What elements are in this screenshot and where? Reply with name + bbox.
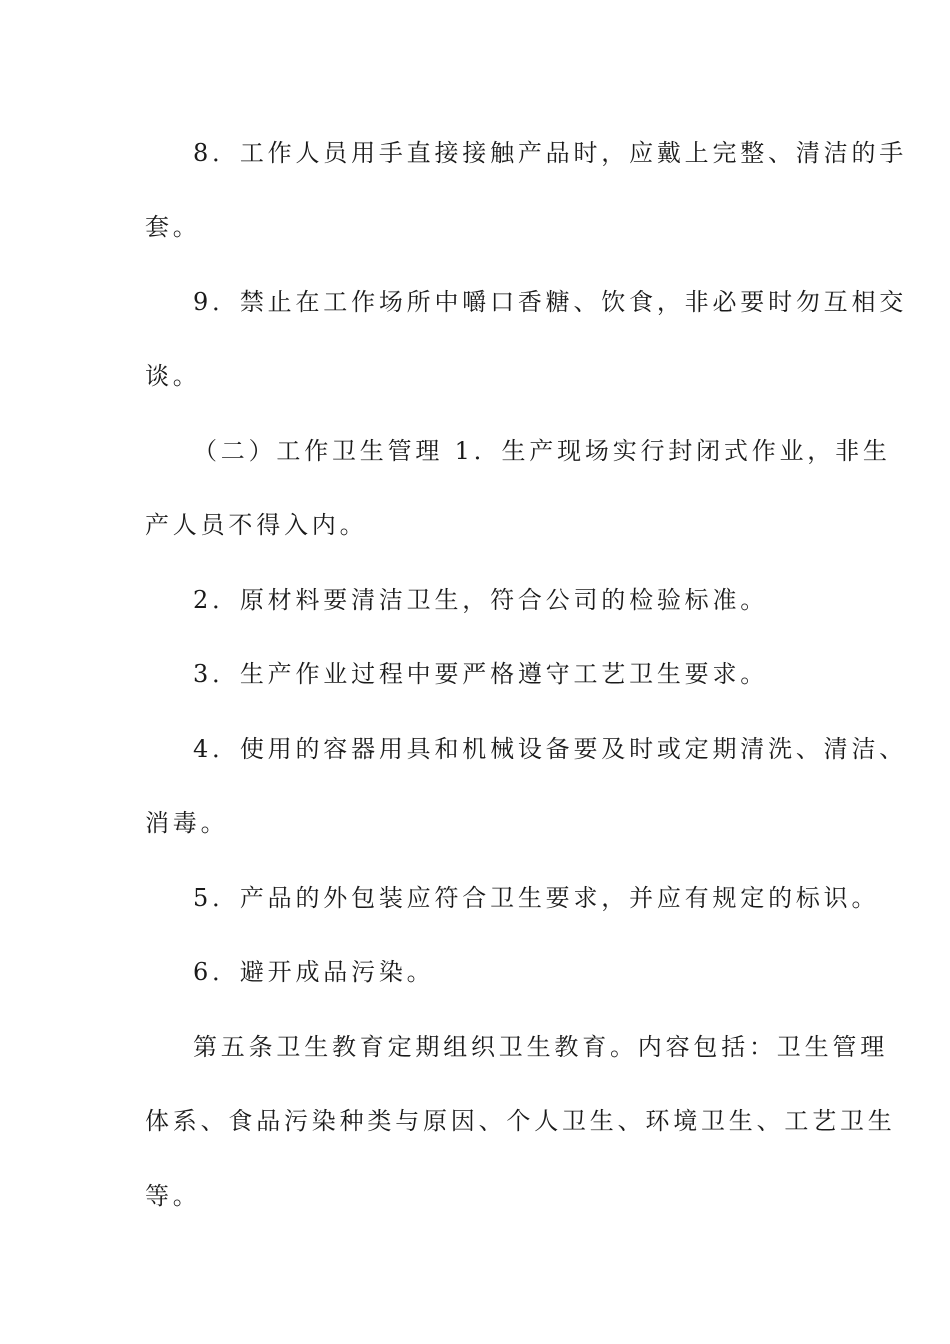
section-2-heading-line-2: 产人员不得入内。 — [145, 511, 368, 539]
section-2-item-2: 2．原材料要清洁卫生，符合公司的检验标准。 — [193, 586, 769, 614]
section-2-item-5: 5．产品的外包装应符合卫生要求，并应有规定的标识。 — [193, 884, 880, 912]
paragraph-8-line-1: 8．工作人员用手直接接触产品时，应戴上完整、清洁的手 — [193, 139, 908, 167]
paragraph-8-line-2: 套。 — [145, 213, 201, 241]
paragraph-9-line-2: 谈。 — [145, 362, 201, 390]
section-2-item-4-line-1: 4．使用的容器用具和机械设备要及时或定期清洗、清洁、 — [193, 735, 908, 763]
section-2-item-3: 3．生产作业过程中要严格遵守工艺卫生要求。 — [193, 660, 769, 688]
article-5-line-3: 等。 — [145, 1182, 201, 1210]
section-2-heading-line-1: （二）工作卫生管理 1．生产现场实行封闭式作业，非生 — [193, 437, 891, 465]
section-2-item-4-line-2: 消毒。 — [145, 809, 229, 837]
section-2-item-6: 6．避开成品污染。 — [193, 958, 435, 986]
article-5-line-1: 第五条卫生教育定期组织卫生教育。内容包括：卫生管理 — [193, 1033, 888, 1061]
paragraph-9-line-1: 9．禁止在工作场所中嚼口香糖、饮食，非必要时勿互相交 — [193, 288, 908, 316]
article-5-line-2: 体系、食品污染种类与原因、个人卫生、环境卫生、工艺卫生 — [145, 1107, 896, 1135]
